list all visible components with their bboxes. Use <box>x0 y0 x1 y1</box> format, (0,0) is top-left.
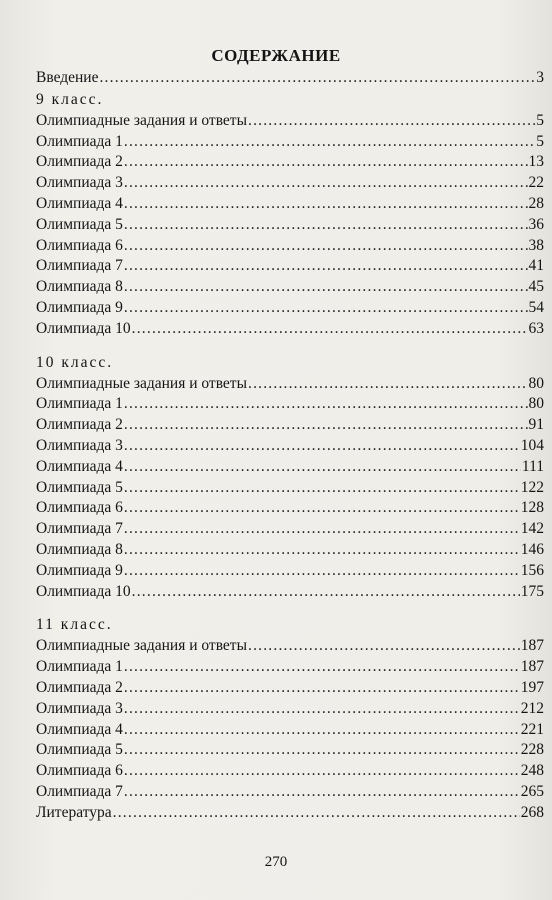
toc-entry <box>36 561 544 582</box>
toc-entry-page: 63 <box>528 319 544 337</box>
dot-leader <box>124 761 520 782</box>
page-title: СОДЕРЖАНИЕ <box>211 46 341 65</box>
toc-entry <box>36 720 544 741</box>
toc-entry-label: Литература <box>36 803 112 821</box>
toc-entry <box>36 782 544 803</box>
dot-leader <box>124 740 520 761</box>
toc-entry-page: 122 <box>520 478 544 496</box>
section-heading: 9 класс. <box>36 90 104 108</box>
toc-entry-label: Олимпиада 3 <box>36 699 123 717</box>
toc-entry-page: 212 <box>520 699 544 717</box>
dot-leader <box>124 498 520 519</box>
toc-entry <box>36 152 544 173</box>
toc-entry-label: Олимпиада 7 <box>36 257 123 275</box>
section-heading: 11 класс. <box>36 616 113 634</box>
toc-entry-label: Олимпиада 4 <box>36 457 123 475</box>
toc-entry <box>36 415 544 436</box>
dot-leader <box>124 457 521 478</box>
toc-entry-page: 41 <box>528 257 544 275</box>
dot-leader <box>124 298 528 319</box>
dot-leader <box>124 394 528 415</box>
toc-entry <box>36 740 544 761</box>
dot-leader <box>124 436 520 457</box>
toc-entry-page: 80 <box>528 374 544 392</box>
toc-entry-label: Олимпиада 2 <box>36 153 123 171</box>
toc-entry-label: Введение <box>36 69 99 86</box>
toc-entry <box>36 582 544 603</box>
toc-entry-page: 45 <box>528 278 544 296</box>
toc-entry-label: Олимпиада 1 <box>36 132 123 150</box>
toc-entry-page: 187 <box>520 658 544 676</box>
toc-entry-page: 28 <box>528 194 544 212</box>
toc-entry <box>36 519 544 540</box>
toc-entry-label: Олимпиада 1 <box>36 395 123 413</box>
dot-leader <box>248 636 520 657</box>
dot-leader <box>124 657 520 678</box>
toc-entry-page: 156 <box>520 561 544 579</box>
toc-entry-page: 3 <box>536 69 544 86</box>
toc-entry <box>36 761 544 782</box>
dot-leader <box>124 519 520 540</box>
toc-entry-label: Олимпиада 5 <box>36 215 123 233</box>
page-number: 270 <box>264 854 288 870</box>
dot-leader <box>132 582 520 603</box>
dot-leader <box>124 215 528 236</box>
dot-leader <box>124 277 528 298</box>
toc-entry-page: 248 <box>520 762 544 780</box>
toc-entry-page: 36 <box>528 215 544 233</box>
toc-entry-page: 13 <box>528 153 544 171</box>
toc-entry-literature <box>36 803 544 824</box>
toc-entry <box>36 256 544 277</box>
dot-leader <box>99 68 535 89</box>
toc-entry-label: Олимпиада 8 <box>36 540 123 558</box>
toc-entry-label: Олимпиада 5 <box>36 741 123 759</box>
toc-entry-label: Олимпиада 9 <box>36 298 123 316</box>
toc-entry-label: Олимпиадные задания и ответы <box>36 374 247 392</box>
dot-leader <box>248 111 535 132</box>
toc-entry-label: Олимпиада 4 <box>36 194 123 212</box>
toc-entry-page: 80 <box>528 395 544 413</box>
toc-entry <box>36 111 544 132</box>
toc-entry-label: Олимпиада 3 <box>36 436 123 454</box>
toc-entry <box>36 636 544 657</box>
toc-entry-label: Олимпиада 6 <box>36 236 123 254</box>
toc-entry <box>36 436 544 457</box>
toc-entry <box>36 173 544 194</box>
toc-entry-label: Олимпиада 8 <box>36 278 123 296</box>
toc-entry-page: 146 <box>520 540 544 558</box>
toc-entry-label: Олимпиада 2 <box>36 416 123 434</box>
toc-entry-page: 142 <box>520 520 544 538</box>
dot-leader <box>124 236 528 257</box>
toc-entry <box>36 498 544 519</box>
toc-entry-label: Олимпиада 4 <box>36 720 123 738</box>
toc-entry-page: 187 <box>520 637 544 655</box>
toc-entry-page: 38 <box>528 236 544 254</box>
toc-entry-label: Олимпиада 6 <box>36 762 123 780</box>
section-heading: 10 класс. <box>36 353 114 371</box>
toc-entry-label: Олимпиада 10 <box>36 582 131 600</box>
toc-entry-page: 268 <box>520 803 544 821</box>
toc-entry-page: 265 <box>520 782 544 800</box>
toc-entry-label: Олимпиада 7 <box>36 520 123 538</box>
toc-entry-page: 175 <box>520 582 544 600</box>
toc-entry <box>36 394 544 415</box>
dot-leader <box>124 561 520 582</box>
toc-entry <box>36 540 544 561</box>
toc-entry <box>36 457 544 478</box>
toc-entry <box>36 678 544 699</box>
toc-entry-label: Олимпиада 2 <box>36 678 123 696</box>
toc-entry <box>36 374 544 395</box>
dot-leader <box>124 256 528 277</box>
toc-entry-introduction <box>36 68 544 89</box>
toc-entry-label: Олимпиадные задания и ответы <box>36 111 247 129</box>
dot-leader <box>124 132 535 153</box>
toc-entry-page: 221 <box>520 720 544 738</box>
dot-leader <box>124 699 520 720</box>
toc-entry-page: 54 <box>528 298 544 316</box>
toc-entry-label: Олимпиада 10 <box>36 319 131 337</box>
dot-leader <box>113 803 520 824</box>
dot-leader <box>124 720 520 741</box>
toc-entry <box>36 298 544 319</box>
toc-entry <box>36 277 544 298</box>
dot-leader <box>248 374 528 395</box>
dot-leader <box>124 194 528 215</box>
toc-entry <box>36 319 544 340</box>
dot-leader <box>124 782 520 803</box>
toc-entry <box>36 132 544 153</box>
dot-leader <box>124 152 528 173</box>
toc-entry-page: 197 <box>520 678 544 696</box>
toc-entry <box>36 236 544 257</box>
toc-entry <box>36 657 544 678</box>
toc-entry <box>36 699 544 720</box>
toc-entry <box>36 194 544 215</box>
toc-entry <box>36 478 544 499</box>
toc-entry-page: 5 <box>536 111 544 129</box>
toc-entry <box>36 215 544 236</box>
toc-entry-page: 128 <box>520 499 544 517</box>
toc-entry-label: Олимпиада 7 <box>36 782 123 800</box>
toc-entry-label: Олимпиада 6 <box>36 499 123 517</box>
toc-entry-label: Олимпиада 1 <box>36 658 123 676</box>
dot-leader <box>124 173 528 194</box>
toc-entry-label: Олимпиада 5 <box>36 478 123 496</box>
dot-leader <box>124 678 520 699</box>
toc-entry-label: Олимпиада 3 <box>36 174 123 192</box>
table-of-contents <box>36 68 544 824</box>
dot-leader <box>124 415 528 436</box>
toc-entry-page: 91 <box>528 416 544 434</box>
toc-entry-label: Олимпиада 9 <box>36 561 123 579</box>
toc-entry-page: 5 <box>536 132 544 150</box>
dot-leader <box>132 319 528 340</box>
section-gap <box>36 340 544 352</box>
toc-sections <box>36 89 544 803</box>
toc-entry-page: 111 <box>521 457 544 475</box>
toc-entry-page: 228 <box>520 741 544 759</box>
section-gap <box>36 602 544 614</box>
toc-entry-page: 22 <box>528 174 544 192</box>
toc-entry-label: Олимпиадные задания и ответы <box>36 637 247 655</box>
dot-leader <box>124 478 520 499</box>
dot-leader <box>124 540 520 561</box>
toc-entry-page: 104 <box>520 436 544 454</box>
